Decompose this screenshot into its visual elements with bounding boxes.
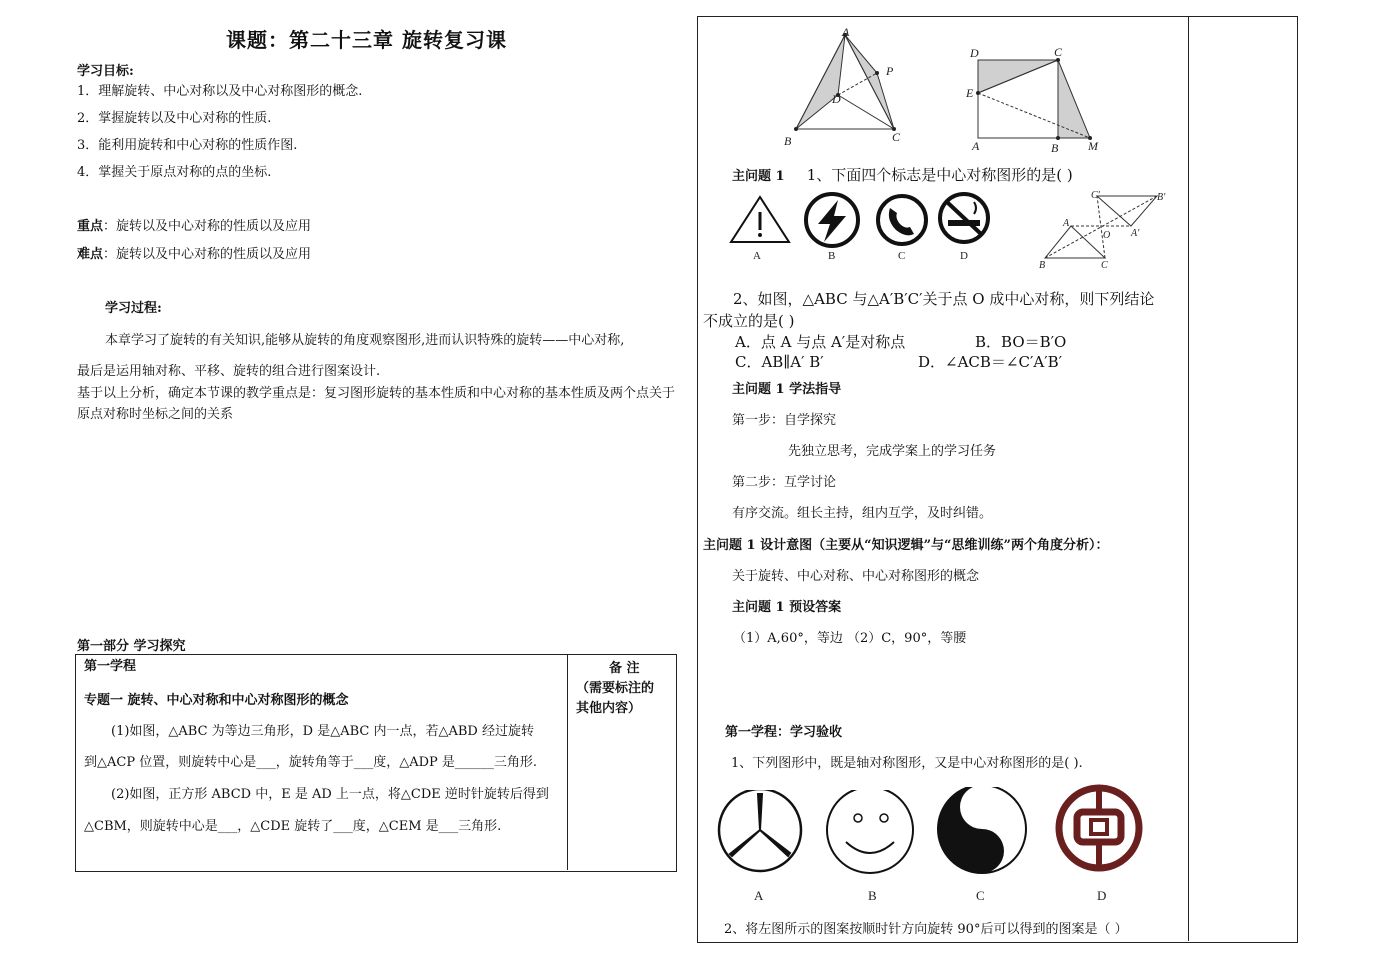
keypoint [77, 215, 311, 234]
keypoint-text: ：旋转以及中心对称的性质以及应用 [103, 219, 312, 234]
check-heading: 第一学程：学习验收 [725, 725, 843, 740]
objectives-heading: 学习目标: [77, 64, 134, 79]
note-text: 其他内容） [576, 701, 642, 716]
triangle-figure [780, 25, 910, 150]
lightning-icon [800, 192, 866, 264]
point-label: D [832, 92, 841, 106]
central-symmetry-figure [1035, 188, 1175, 270]
intent-text: 关于旋转、中心对称、中心对称图形的概念 [732, 569, 980, 584]
table-topic: 专题一 旋转、中心对称和中心对称图形的概念 [84, 693, 349, 708]
point-label: D [970, 46, 979, 60]
question-line: 到△ACP 位置，则旋转中心是___，旋转角等于___度，△ADP 是______三角形. [84, 755, 538, 770]
difficulty-text: ：旋转以及中心对称的性质以及应用 [103, 247, 312, 262]
note-text: （需要标注的 [576, 681, 655, 696]
question-line: (2)如图，正方形 ABCD 中，E 是 AD 上一点，将△CDE 逆时针旋转后得到 [111, 787, 549, 802]
intent-heading: 主问题 1 设计意图（主要从“知识逻辑”与“思维训练”两个角度分析）： [703, 538, 1109, 553]
logo-label: B [828, 250, 836, 262]
table-stage: 第一学程 [84, 659, 137, 674]
point-label: A [842, 25, 850, 39]
symbol-label: D [1097, 888, 1107, 903]
paragraph-line: 最后是运用轴对称、平移、旋转的组合进行图案设计. [77, 364, 381, 379]
symbol-label: A [754, 888, 764, 903]
objective-item: 3．能利用旋转和中心对称的性质作图. [77, 138, 298, 153]
paragraph-line: 本章学习了旋转的有关知识,能够从旋转的角度观察图形,进而认识特殊的旋转——中心对称, [105, 333, 625, 348]
process-heading: 学习过程: [105, 301, 162, 316]
option-a: A．点 A 与点 A′是对称点 [735, 333, 906, 351]
question-line: 2、如图，△ABC 与△A′B′C′关于点 O 成中心对称，则下列结论 [733, 290, 1155, 308]
step-2: 第二步：互学讨论 [732, 475, 837, 490]
point-label: E [966, 86, 974, 100]
logo-label: D [960, 250, 968, 262]
note-heading: 备 注 [609, 661, 640, 676]
step-1-desc: 先独立思考，完成学案上的学习任务 [788, 444, 997, 459]
answer-text: （1）A,60°，等边 （2）C，90°，等腰 [733, 631, 967, 646]
no-smoking-icon [934, 190, 1000, 264]
point-label: P [886, 64, 894, 78]
guide-heading: 主问题 1 学法指导 [732, 382, 842, 397]
option-b: B．BO＝B′O [975, 333, 1067, 351]
point-label: B [1039, 260, 1046, 270]
option-d: D．∠ACB＝∠C′A′B′ [918, 353, 1063, 371]
table-divider [567, 654, 568, 870]
objective-item: 1．理解旋转、中心对称以及中心对称图形的概念. [77, 84, 363, 99]
part1-heading: 第一部分 学习探究 [77, 639, 186, 654]
main-problem-1 [732, 164, 1073, 185]
answer-heading: 主问题 1 预设答案 [732, 600, 842, 615]
symbol-label: C [976, 888, 985, 903]
warning-triangle-icon [728, 192, 794, 264]
check-question-2: 2、将左图所示的图案按顺时针方向旋转 90°后可以得到的图案是（ ） [724, 922, 1128, 937]
point-label: C [1054, 45, 1063, 59]
step-1: 第一步：自学探究 [732, 413, 837, 428]
keypoint-label: 重点 [77, 219, 104, 234]
point-label: B [784, 134, 792, 148]
option-c: C．AB∥A′ B′ [735, 353, 824, 371]
question-line: (1)如图，△ABC 为等边三角形，D 是△ABC 内一点，若△ABD 经过旋转 [111, 724, 534, 739]
point-label: A [972, 139, 980, 153]
tri-blade-circle-icon [716, 790, 806, 908]
page-title: 课题：第二十三章 旋转复习课 [226, 28, 507, 52]
point-label: C [892, 130, 901, 144]
step-2-desc: 有序交流。组长主持，组内互学，及时纠错。 [732, 506, 993, 521]
smiley-face-icon [824, 790, 916, 908]
logo-label: A [753, 250, 761, 262]
difficulty-label: 难点 [77, 247, 104, 262]
symbol-label: B [868, 888, 877, 903]
question-line: 不成立的是( ) [703, 312, 795, 330]
bank-logo-icon [1053, 784, 1145, 908]
objective-item: 2．掌握旋转以及中心对称的性质. [77, 111, 272, 126]
point-label: C' [1091, 190, 1100, 201]
point-label: B' [1157, 192, 1166, 203]
point-label: M [1088, 139, 1098, 153]
right-frame-divider [1188, 16, 1189, 941]
paragraph: 基于以上分析，确定本节课的教学重点是：复习图形旋转的基本性质和中心对称的基本性质及两个点关于原点对称时坐标之间的关系 [77, 386, 676, 422]
objective-item: 4．掌握关于原点对称的点的坐标. [77, 165, 272, 180]
main-problem-label: 主问题 1 [732, 169, 785, 184]
point-label: C [1101, 260, 1108, 270]
square-figure [960, 42, 1110, 157]
check-question-1: 1、下列图形中，既是轴对称图形，又是中心对称图形的是( ). [731, 756, 1083, 771]
main-problem-question: 1、下面四个标志是中心对称图形的是( ) [806, 166, 1073, 184]
difficulty [77, 243, 311, 262]
point-label: B [1051, 141, 1059, 155]
point-label: O [1103, 230, 1111, 241]
point-label: A [1063, 218, 1070, 229]
yin-yang-icon [936, 787, 1028, 908]
logo-label: C [898, 250, 906, 262]
phone-icon [872, 192, 938, 264]
question-line: △CBM，则旋转中心是___，△CDE 旋转了___度，△CEM 是___三角形. [84, 819, 502, 834]
point-label: A' [1131, 228, 1140, 239]
